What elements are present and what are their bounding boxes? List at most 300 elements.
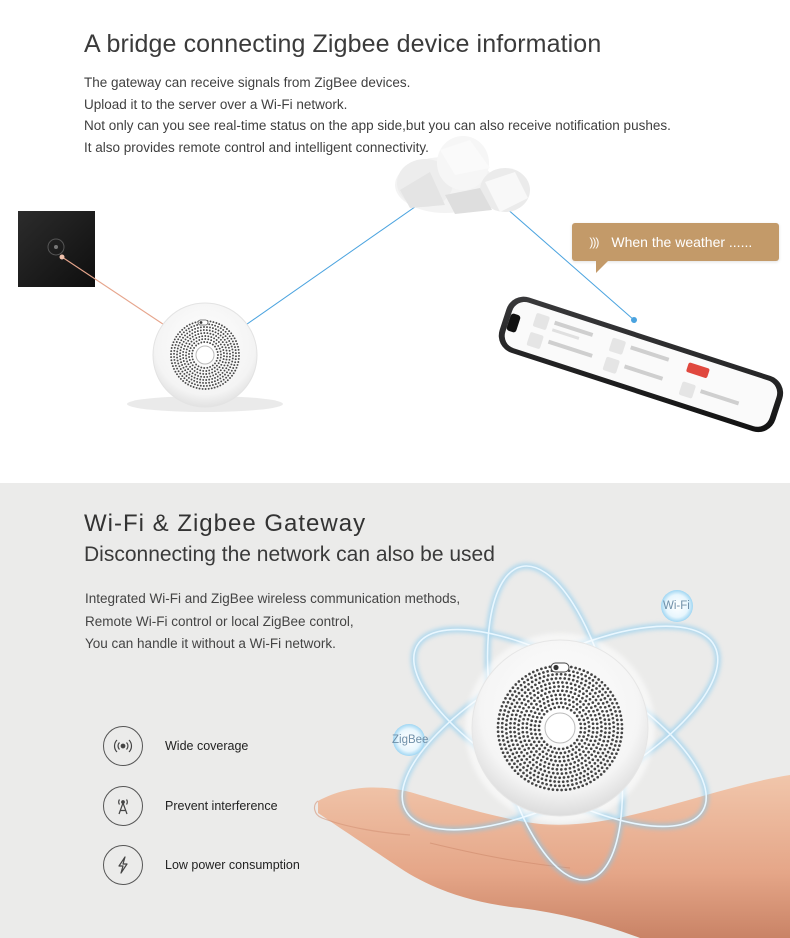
speaker-hole: [526, 774, 529, 777]
speaker-hole: [522, 766, 525, 769]
speaker-hole: [565, 690, 568, 693]
speaker-hole: [180, 339, 182, 341]
speaker-hole: [584, 684, 587, 687]
speaker-hole: [230, 343, 232, 345]
speaker-hole: [532, 758, 535, 761]
speaker-hole: [586, 671, 589, 674]
speaker-hole: [587, 721, 590, 724]
feature-prevent-interference: [103, 785, 278, 827]
speaker-hole: [520, 741, 523, 744]
speaker-hole: [538, 753, 541, 756]
speaker-hole: [543, 740, 546, 743]
speaker-hole: [191, 333, 193, 335]
speaker-hole: [217, 345, 219, 347]
speaker-hole: [602, 758, 605, 761]
speaker-hole: [214, 387, 216, 389]
speaker-hole: [604, 727, 607, 730]
speaker-hole: [616, 702, 619, 705]
speaker-hole: [533, 779, 536, 782]
speaker-hole: [579, 777, 582, 780]
speaker-hole: [559, 760, 562, 763]
speaker-hole: [237, 361, 239, 363]
speaker-hole: [554, 776, 557, 779]
speaker-hole: [545, 783, 548, 786]
speaker-hole: [555, 752, 558, 755]
speaker-hole: [182, 337, 184, 339]
speaker-hole: [558, 785, 561, 788]
speaker-hole: [555, 698, 558, 701]
speaker-hole: [200, 342, 202, 344]
speaker-hole: [511, 713, 514, 716]
speaker-hole: [571, 775, 574, 778]
speaker-hole: [218, 371, 220, 373]
speaker-hole: [554, 694, 557, 697]
speaker-hole: [540, 716, 543, 719]
speaker-hole: [200, 332, 202, 334]
speaker-hole: [200, 329, 202, 331]
speaker-hole: [562, 747, 565, 750]
speaker-hole: [223, 352, 225, 354]
speaker-hole: [621, 723, 624, 726]
speaker-hole: [210, 339, 212, 341]
speaker-hole: [208, 369, 210, 371]
speaker-hole: [542, 680, 545, 683]
speaker-hole: [585, 783, 588, 786]
speaker-hole: [578, 711, 581, 714]
speaker-hole: [580, 673, 583, 676]
speaker-hole: [533, 754, 536, 757]
speaker-hole: [238, 352, 240, 354]
speaker-hole: [524, 778, 527, 781]
speaker-hole: [206, 326, 208, 328]
speaker-hole: [520, 775, 523, 778]
speaker-hole: [546, 679, 549, 682]
speaker-hole: [614, 744, 617, 747]
speaker-hole: [598, 769, 601, 772]
speaker-hole: [536, 757, 539, 760]
speaker-hole: [574, 688, 577, 691]
speaker-hole: [613, 706, 616, 709]
speaker-hole: [528, 673, 531, 676]
speaker-hole: [190, 385, 192, 387]
speaker-hole: [497, 730, 500, 733]
speaker-hole: [603, 770, 606, 773]
speaker-hole: [608, 727, 611, 730]
speaker-hole: [214, 380, 216, 382]
speaker-hole: [514, 705, 517, 708]
speaker-hole: [588, 677, 591, 680]
speaker-hole: [180, 346, 182, 348]
speaker-hole: [234, 361, 236, 363]
speaker-hole: [611, 752, 614, 755]
speaker-hole: [227, 379, 229, 381]
speaker-hole: [590, 706, 593, 709]
speaker-hole: [178, 376, 180, 378]
speaker-hole: [589, 739, 592, 742]
speaker-hole: [562, 685, 565, 688]
speaker-hole: [190, 326, 192, 328]
speaker-hole: [538, 729, 541, 732]
speaker-hole: [212, 344, 214, 346]
speaker-hole: [550, 694, 553, 697]
description-line: Not only can you see real-time status on the app side,but you can also receive notification pushes.: [84, 118, 671, 133]
speaker-hole: [549, 780, 552, 783]
speaker-hole: [197, 384, 199, 386]
speaker-hole: [197, 330, 199, 332]
speaker-hole: [522, 735, 525, 738]
speaker-hole: [501, 722, 504, 725]
speaker-hole: [608, 731, 611, 734]
speaker-hole: [597, 742, 600, 745]
speaker-hole: [575, 773, 578, 776]
speaker-hole: [584, 713, 587, 716]
speaker-hole: [539, 677, 542, 680]
speaker-hole: [501, 730, 504, 733]
speaker-hole: [235, 358, 237, 360]
speaker-hole: [206, 329, 208, 331]
speaker-hole: [607, 687, 610, 690]
speaker-hole: [621, 727, 624, 730]
speaker-hole: [526, 679, 529, 682]
speaker-hole: [550, 784, 553, 787]
speaker-hole: [234, 346, 236, 348]
speaker-hole: [219, 374, 221, 376]
speaker-hole: [225, 367, 227, 369]
speaker-hole: [506, 751, 509, 754]
speaker-hole: [569, 763, 572, 766]
speaker-hole: [209, 330, 211, 332]
speaker-hole: [599, 734, 602, 737]
speaker-hole: [517, 687, 520, 690]
speaker-hole: [184, 334, 186, 336]
speaker-hole: [598, 685, 601, 688]
speaker-hole: [539, 720, 542, 723]
speaker-hole: [510, 718, 513, 721]
speaker-hole: [579, 722, 582, 725]
speaker-hole: [530, 676, 533, 679]
speaker-hole: [506, 736, 509, 739]
speaker-hole: [220, 364, 222, 366]
speaker-hole: [598, 690, 601, 693]
speaker-hole: [194, 334, 196, 336]
speaker-hole: [534, 674, 537, 677]
speaker-hole: [214, 377, 216, 379]
speaker-hole: [232, 367, 234, 369]
speaker-hole: [543, 702, 546, 705]
speaker-hole: [209, 326, 211, 328]
speaker-hole: [194, 383, 196, 385]
speaker-hole: [597, 752, 600, 755]
speaker-hole: [231, 370, 233, 372]
speaker-hole: [573, 787, 576, 790]
speaker-hole: [529, 728, 532, 731]
phone-link-dot: [631, 317, 637, 323]
speaker-hole: [223, 333, 225, 335]
speaker-hole: [191, 379, 193, 381]
speaker-hole: [583, 723, 586, 726]
speaker-hole: [613, 756, 616, 759]
speaker-hole: [521, 731, 524, 734]
speaker-hole: [586, 773, 589, 776]
speaker-hole: [552, 690, 555, 693]
speaker-hole: [541, 689, 544, 692]
speaker-hole: [559, 697, 562, 700]
speaker-hole: [542, 750, 545, 753]
speaker-hole: [607, 740, 610, 743]
speaker-hole: [185, 329, 187, 331]
speaker-hole: [582, 687, 585, 690]
speaker-hole: [191, 375, 193, 377]
speaker-hole: [185, 351, 187, 353]
speaker-hole: [200, 367, 202, 369]
speaker-hole: [224, 374, 226, 376]
speaker-hole: [564, 698, 567, 701]
feature-wide-coverage: [103, 725, 248, 767]
speaker-hole: [174, 338, 176, 340]
speaker-hole: [527, 688, 530, 691]
speaker-hole: [521, 727, 524, 730]
speaker-hole: [535, 784, 538, 787]
speaker-hole: [548, 682, 551, 685]
speaker-hole: [592, 722, 595, 725]
speaker-hole: [196, 381, 198, 383]
speaker-hole: [559, 677, 562, 680]
speaker-hole: [568, 703, 571, 706]
speaker-hole: [581, 697, 584, 700]
speaker-hole: [590, 673, 593, 676]
speaker-hole: [218, 362, 220, 364]
speaker-hole: [523, 698, 526, 701]
speaker-hole: [529, 692, 532, 695]
speaker-hole: [587, 743, 590, 746]
speaker-hole: [183, 348, 185, 350]
speaker-hole: [531, 681, 534, 684]
speaker-hole: [512, 743, 515, 746]
speaker-hole: [608, 723, 611, 726]
speaker-hole: [194, 321, 196, 323]
speaker-hole: [229, 359, 231, 361]
speaker-hole: [184, 369, 186, 371]
speaker-hole: [498, 713, 501, 716]
speaker-hole: [587, 703, 590, 706]
speaker-hole: [595, 682, 598, 685]
speaker-hole: [524, 675, 527, 678]
speaker-hole: [541, 782, 544, 785]
speaker-hole: [200, 385, 202, 387]
speaker-hole: [530, 719, 533, 722]
speaker-hole: [516, 766, 519, 769]
speaker-hole: [199, 388, 201, 390]
speaker-hole: [511, 703, 514, 706]
speaker-hole: [604, 691, 607, 694]
speaker-hole: [591, 701, 594, 704]
speaker-hole: [189, 350, 191, 352]
speaker-hole: [229, 366, 231, 368]
speaker-hole: [544, 706, 547, 709]
speaker-hole: [545, 753, 548, 756]
speaker-hole: [225, 362, 227, 364]
speaker-hole: [574, 692, 577, 695]
speaker-hole: [545, 688, 548, 691]
speaker-hole: [499, 709, 502, 712]
speaker-hole: [604, 723, 607, 726]
speaker-hole: [558, 780, 561, 783]
speaker-hole: [615, 714, 618, 717]
notification-text: When the weather ......: [611, 234, 753, 250]
speaker-hole: [182, 380, 184, 382]
speaker-hole: [548, 762, 551, 765]
speaker-hole: [585, 706, 588, 709]
speaker-hole: [516, 743, 519, 746]
speaker-hole: [217, 351, 219, 353]
speaker-hole: [601, 688, 604, 691]
speaker-hole: [222, 367, 224, 369]
speaker-hole: [588, 730, 591, 733]
speaker-hole: [592, 684, 595, 687]
speaker-hole: [578, 743, 581, 746]
speaker-hole: [548, 691, 551, 694]
speaker-hole: [594, 755, 597, 758]
speaker-hole: [567, 784, 570, 787]
speaker-hole: [174, 371, 176, 373]
speaker-hole: [539, 763, 542, 766]
speaker-hole: [187, 340, 189, 342]
speaker-hole: [533, 699, 536, 702]
speaker-hole: [217, 386, 219, 388]
speaker-hole: [205, 379, 207, 381]
speaker-hole: [595, 735, 598, 738]
speaker-hole: [202, 373, 204, 375]
speaker-hole: [504, 755, 507, 758]
speaker-hole: [223, 364, 225, 366]
speaker-hole: [544, 761, 547, 764]
speaker-hole: [225, 331, 227, 333]
speaker-hole: [562, 780, 565, 783]
speaker-hole: [567, 695, 570, 698]
speaker-hole: [207, 338, 209, 340]
speaker-hole: [602, 714, 605, 717]
speaker-hole: [564, 702, 567, 705]
speaker-hole: [599, 755, 602, 758]
speaker-hole: [573, 766, 576, 769]
speaker-hole: [580, 762, 583, 765]
sensor-link-dot: [60, 255, 65, 260]
speaker-hole: [536, 687, 539, 690]
speaker-hole: [509, 690, 512, 693]
speaker-hole: [188, 374, 190, 376]
speaker-hole: [175, 365, 177, 367]
speaker-hole: [518, 692, 521, 695]
speaker-hole: [512, 753, 515, 756]
description-line: Upload it to the server over a Wi-Fi network.: [84, 96, 348, 112]
speaker-hole: [513, 722, 516, 725]
speaker-hole: [514, 769, 517, 772]
speaker-hole: [592, 727, 595, 730]
speaker-hole: [597, 765, 600, 768]
speaker-hole: [220, 327, 222, 329]
speaker-hole: [189, 331, 191, 333]
speaker-hole: [517, 728, 520, 731]
speaker-hole: [189, 324, 191, 326]
speaker-hole: [196, 324, 198, 326]
speaker-hole: [196, 340, 198, 342]
speaker-hole: [180, 368, 182, 370]
speaker-hole: [601, 681, 604, 684]
feature-low-power: [103, 844, 300, 886]
description-line: The gateway can receive signals from ZigBee devices.: [84, 75, 411, 90]
speaker-hole: [174, 362, 176, 364]
speaker-hole: [217, 333, 219, 335]
speaker-hole: [597, 695, 600, 698]
speaker-hole: [578, 718, 581, 721]
speaker-hole: [537, 776, 540, 779]
speaker-hole: [521, 689, 524, 692]
speaker-hole: [601, 694, 604, 697]
speaker-hole: [212, 384, 214, 386]
speaker-hole: [616, 723, 619, 726]
speaker-hole: [220, 331, 222, 333]
speaker-hole: [589, 692, 592, 695]
speaker-hole: [514, 690, 517, 693]
speaker-hole: [183, 373, 185, 375]
speaker-hole: [578, 749, 581, 752]
speaker-hole: [526, 765, 529, 768]
speaker-hole: [209, 366, 211, 368]
speaker-hole: [194, 366, 196, 368]
speaker-hole: [173, 368, 175, 370]
speaker-hole: [183, 377, 185, 379]
section-description: [84, 72, 671, 158]
speaker-hole: [223, 379, 225, 381]
speaker-hole: [181, 364, 183, 366]
speaker-hole: [518, 747, 521, 750]
speaker-hole: [577, 759, 580, 762]
speaker-hole: [214, 367, 216, 369]
speaker-hole: [510, 749, 513, 752]
speaker-hole: [575, 778, 578, 781]
speaker-hole: [542, 671, 545, 674]
sound-wave-icon: ))): [588, 235, 599, 249]
speaker-hole: [619, 714, 622, 717]
speaker-hole: [220, 357, 222, 359]
speaker-hole: [228, 330, 230, 332]
speaker-hole: [177, 338, 179, 340]
speaker-hole: [522, 772, 525, 775]
speaker-hole: [178, 370, 180, 372]
speaker-hole: [177, 360, 179, 362]
speaker-hole: [509, 731, 512, 734]
speaker-hole: [594, 772, 597, 775]
speaker-hole: [509, 707, 512, 710]
speaker-hole: [537, 780, 540, 783]
speaker-hole: [611, 739, 614, 742]
speaker-hole: [183, 360, 185, 362]
speaker-hole: [575, 746, 578, 749]
speaker-hole: [579, 706, 582, 709]
speaker-hole: [219, 348, 221, 350]
speaker-hole: [216, 360, 218, 362]
speaker-hole: [568, 699, 571, 702]
speaker-hole: [222, 341, 224, 343]
speaker-hole: [601, 710, 604, 713]
speaker-hole: [203, 376, 205, 378]
speaker-hole: [537, 691, 540, 694]
speaker-hole: [573, 711, 576, 714]
speaker-hole: [570, 666, 573, 669]
speaker-hole: [212, 364, 214, 366]
speaker-hole: [236, 367, 238, 369]
speaker-hole: [534, 733, 537, 736]
